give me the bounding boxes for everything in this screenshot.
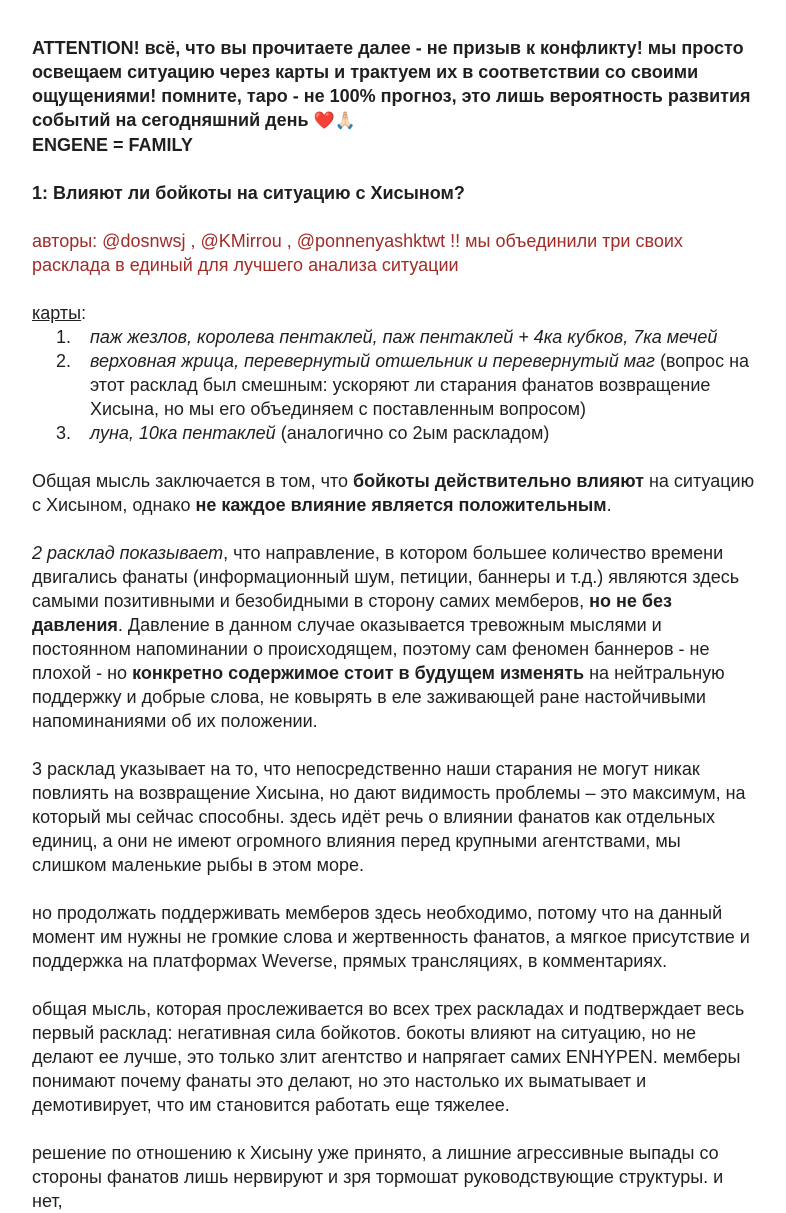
paragraph-support: но продолжать поддерживать мемберов здесь необходимо, потому что на данный момент им нужны не громкие слова и жертвенность фанатов, а мягкое присутствие и поддержка на платформах Weverse, прямых трансляциях, в комментариях.	[32, 903, 750, 971]
paragraph-spread-2: 2 расклад показывает, что направление, в котором большее количество времени двигались фанаты (информационный шум, петиции, баннеры и т.д.) являются здесь самыми позитивными и безобидными в сторону самих мемберов, но не без давления. Давление в данном случае оказывается тревожным мыслями и постоянном напоминании о происходящем, поэтому сам феномен баннеров - не плохой - но конкретно содержимое стоит в будущем изменять на нейтральную поддержку и добрые слова, не ковырять в еле заживающей ране настойчивыми напоминаниями об их положении.	[32, 543, 740, 731]
attention-notice: ATTENTION! всё, что вы прочитаете далее - не призыв к конфликту! мы просто освещаем ситуацию через карты и трактуем их в соответствии со своими ощущениями! помните, таро - не 100% прогноз, это лишь вероятность развития событий на сегодняшний день ❤️🙏🏻 ENGENE = FAMILY	[32, 38, 751, 155]
authors-line: авторы: @dosnwsj , @KMirrou , @ponnenyashktwt !! мы объединили три своих расклада в единый для лучшего анализа ситуации	[32, 231, 683, 275]
list-item: 2. верховная жрица, перевернутый отшельник и перевернутый маг (вопрос на этот расклад был смешным: ускоряют ли старания фанатов возвращение Хисына, но мы его объединяем с поставленным вопросом)	[76, 349, 756, 421]
paragraph-conclusion: общая мысль, которая прослеживается во всех трех раскладах и подтверждает весь первый расклад: негативная сила бойкотов. бокоты влияют на ситуацию, но не делают ее лучше, это только злит агентство и напрягает самих ENHYPEN. мемберы понимают почему фанаты это делают, но это настолько их выматывает и демотивирует, что им становится работать еще тяжелее.	[32, 999, 745, 1115]
list-item: 3. луна, 10ка пентаклей (аналогично со 2ым раскладом)	[76, 421, 756, 445]
family-line: ENGENE = FAMILY	[32, 135, 193, 155]
cards-list	[32, 325, 756, 445]
cards-label: карты:	[32, 303, 87, 323]
paragraph-decision: решение по отношению к Хисыну уже принято, а лишние агрессивные выпады со стороны фанатов лишь нервируют и зря тормошат руководствующие структуры. и нет,	[32, 1143, 724, 1211]
cards-section	[32, 301, 756, 445]
heart-pray-emoji: ❤️🙏🏻	[313, 111, 356, 130]
paragraph-spread-3: 3 расклад указывает на то, что непосредственно наши старания не могут никак повлиять на возвращение Хисына, но дают видимость проблемы – это максимум, на который мы сейчас способны. здесь идёт речь о влиянии фанатов как отдельных единиц, а они не имеют огромного влияния перед крупными агентствами, мы слишком маленькие рыбы в этом море.	[32, 759, 746, 875]
paragraph-general: Общая мысль заключается в том, что бойкоты действительно влияют на ситуацию с Хисыном, однако не каждое влияние является положительным.	[32, 471, 755, 515]
question-heading: 1: Влияют ли бойкоты на ситуацию с Хисыном?	[32, 183, 465, 203]
list-item: 1. паж жезлов, королева пентаклей, паж пентаклей + 4ка кубков, 7ка мечей	[76, 325, 756, 349]
